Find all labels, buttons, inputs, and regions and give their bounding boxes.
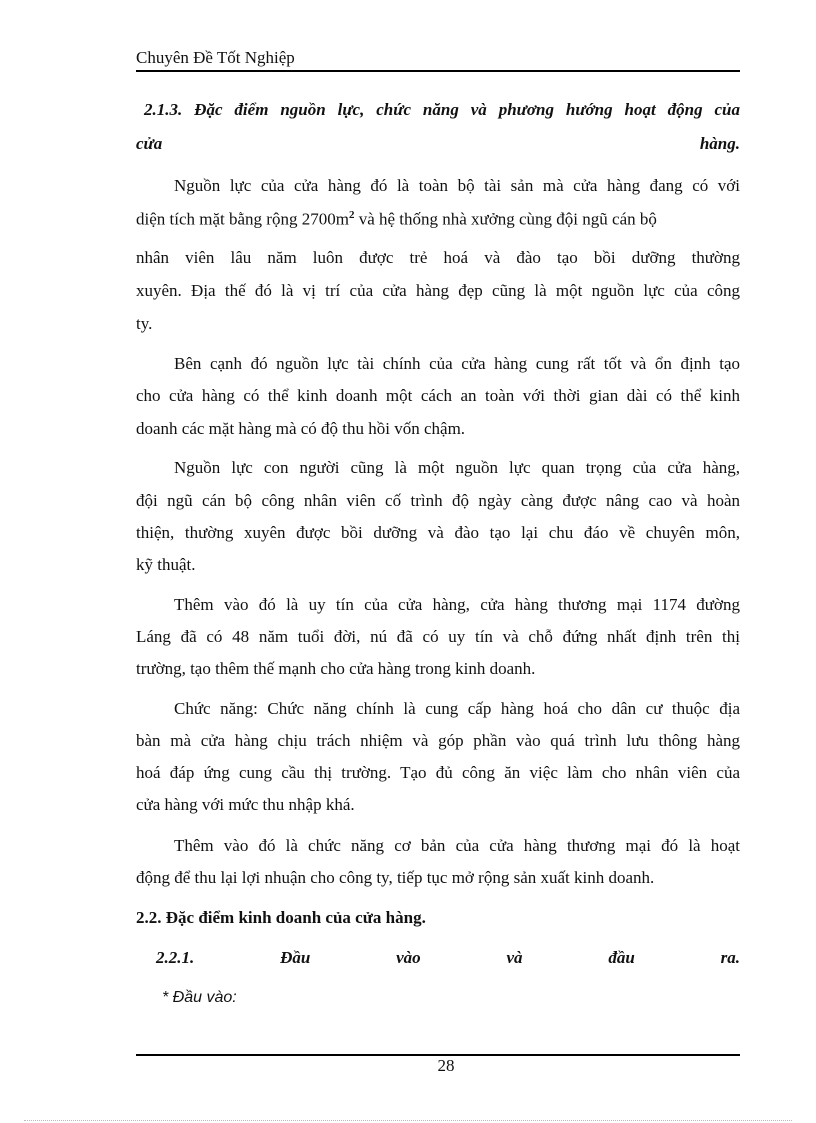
heading-word: đầu (608, 948, 635, 967)
paragraph-line: kỹ thuật. (136, 555, 196, 574)
paragraph-line: Láng đã có 48 năm tuổi đời, nú đã có uy tín và chỗ đứng nhất định trên thị (136, 627, 740, 646)
paragraph-line: Nguồn lực con người cũng là một nguồn lực quan trọng của cửa hàng, (174, 458, 740, 477)
heading-word: và (506, 948, 523, 967)
area-text-end: và hệ thống nhà xưởng cùng đội ngũ cán bộ (354, 209, 657, 229)
paragraph-line: doanh các mặt hàng mà có độ thu hồi vốn chậm. (136, 419, 466, 438)
superscript: 2 (348, 209, 355, 221)
paragraph-line: Chức năng: Chức năng chính là cung cấp hàng hoá cho dân cư thuộc địa (174, 699, 740, 718)
paragraph-line: trường, tạo thêm thế mạnh cho cửa hàng trong kinh doanh. (136, 659, 536, 678)
paragraph-line: cho cửa hàng có thể kinh doanh một cách an toàn với thời gian dài có thể kinh (136, 386, 740, 405)
paragraph-line: ty. (136, 314, 153, 333)
page-header (136, 48, 740, 72)
input-label: * Đầu vào: (162, 989, 237, 1006)
section-heading-2-1-3: 2.1.3. Đặc điểm nguồn lực, chức năng và phương hướng hoạt động của (144, 100, 740, 119)
section-heading-2-1-3-cont (136, 134, 740, 154)
section-heading-2-2-1 (156, 948, 740, 968)
heading-word: ra. (720, 948, 740, 967)
paragraph-line: bàn mà cửa hàng chịu trách nhiệm và góp phần vào quá trình lưu thông hàng (136, 731, 740, 750)
paragraph-line: xuyên. Địa thế đó là vị trí của cửa hàng đẹp cũng là một nguồn lực của công (136, 281, 740, 300)
paragraph-line: Bên cạnh đó nguồn lực tài chính của cửa hàng cung rất tốt và ổn định tạo (174, 354, 740, 373)
paragraph-line: Nguồn lực của cửa hàng đó là toàn bộ tài sản mà cửa hàng đang có với (174, 176, 740, 195)
paragraph-line: cửa hàng với mức thu nhập khá. (136, 795, 355, 814)
area-text: diện tích mặt bằng rộng 2700m (136, 209, 349, 229)
heading-word-right: hàng. (699, 134, 740, 153)
heading-word-left: cửa (136, 134, 163, 153)
header-title: Chuyên Đề Tốt Nghiệp (136, 48, 295, 67)
paragraph-line: hoá đáp ứng cung cầu thị trường. Tạo đủ công ăn việc làm cho nhân viên của (136, 763, 740, 782)
heading-word: Đầu (280, 948, 311, 967)
page-edge-divider (24, 1120, 792, 1121)
paragraph-line: thiện, thường xuyên được bồi dưỡng và đào tạo lại chu đáo về chuyên môn, (136, 523, 740, 542)
paragraph-line: Thêm vào đó là chức năng cơ bản của cửa hàng thương mại đó là hoạt (174, 836, 740, 855)
paragraph-line: động để thu lại lợi nhuận cho công ty, tiếp tục mở rộng sản xuất kinh doanh. (136, 868, 655, 887)
heading-word: 2.2.1. (156, 948, 195, 967)
section-heading-2-2: 2.2. Đặc điểm kinh doanh của cửa hàng. (136, 908, 426, 927)
paragraph-line: Thêm vào đó là uy tín của cửa hàng, cửa hàng thương mại 1174 đường (174, 595, 740, 614)
paragraph-line: đội ngũ cán bộ công nhân viên cố trình độ ngày càng được nâng cao và hoàn (136, 491, 740, 510)
paragraph-line: nhân viên lâu năm luôn được trẻ hoá và đào tạo bồi dưỡng thường (136, 248, 740, 267)
paragraph-line (136, 209, 740, 230)
page-number: 28 (437, 1056, 455, 1075)
heading-word: vào (396, 948, 421, 967)
